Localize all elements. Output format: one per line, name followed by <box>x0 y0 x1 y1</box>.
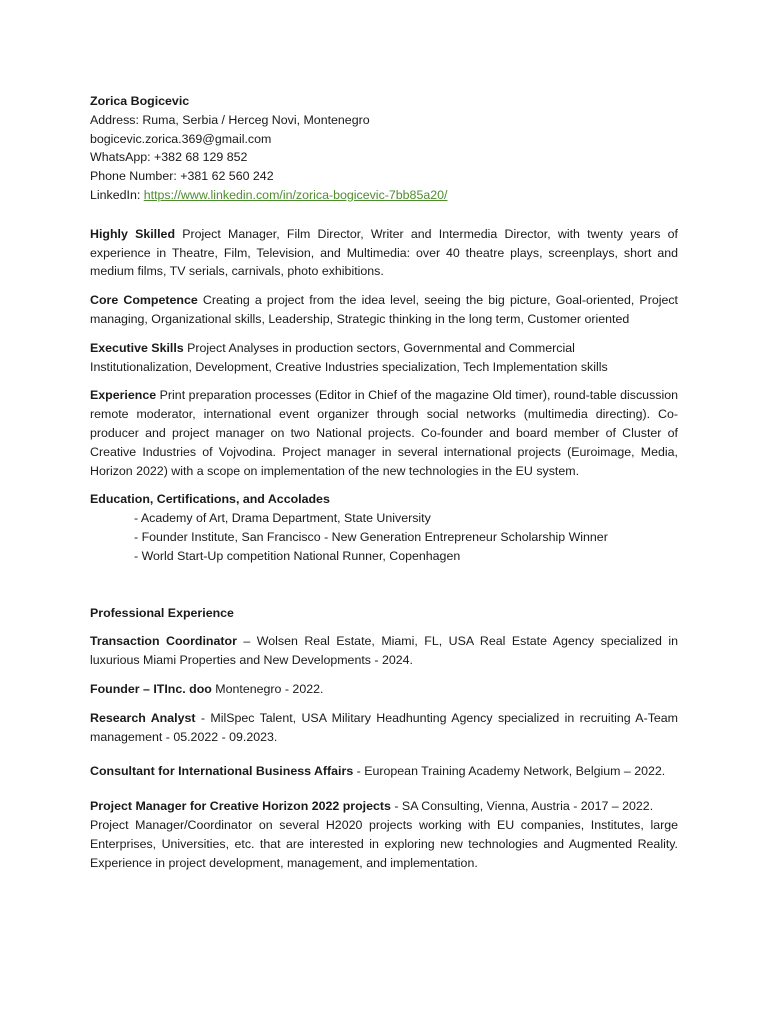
job-title: Founder – ITInc. doo <box>90 681 212 696</box>
job-title: Consultant for International Business Affairs <box>90 764 354 779</box>
address-line: Address: Ruma, Serbia / Herceg Novi, Montenegro <box>90 112 370 127</box>
education-heading: Education, Certifications, and Accolades <box>90 492 330 507</box>
summary-label: Experience <box>90 388 157 403</box>
job-entry <box>90 797 678 816</box>
list-item: - World Start-Up competition National Runner, Copenhagen <box>134 548 461 563</box>
job-title: Transaction Coordinator <box>90 634 237 649</box>
job-detail: - European Training Academy Network, Belgium – 2022. <box>353 764 666 779</box>
job-entry <box>90 709 678 747</box>
summary-core-competence <box>90 291 678 329</box>
summary-text-continued: Institutionalization, Development, Creative Industries specialization, Tech Implementation skills <box>90 359 608 374</box>
linkedin-link[interactable]: https://www.linkedin.com/in/zorica-bogicevic-7bb85a20/ <box>143 187 448 202</box>
job-entry <box>90 680 678 699</box>
list-item: - Academy of Art, Drama Department, State University <box>134 511 431 526</box>
summary-text: Project Analyses in production sectors, Governmental and Commercial <box>183 340 575 355</box>
job-title: Research Analyst <box>90 710 196 725</box>
job-detail: Montenegro - 2022. <box>211 681 324 696</box>
job-detail: – Wolsen Real Estate, Miami, FL, USA Real Estate Agency specialized in luxurious Miami Properties and New Developments - 2024. <box>90 634 678 668</box>
summary-label: Highly Skilled <box>90 226 176 241</box>
summary-text: Project Manager, Film Director, Writer and Intermedia Director, with twenty years of experience in Theatre, Film, Television, and Multimedia: over 40 theatre plays, screenplays, short and medium films, TV serials, carnivals, photo exhibitions. <box>90 226 679 279</box>
linkedin-line <box>90 186 678 205</box>
summary-text: Creating a project from the idea level, seeing the big picture, Goal-oriented, Project managing, Organizational skills, Leadership, Strategic thinking in the long term, Customer oriented <box>90 293 678 326</box>
job-entry <box>90 762 678 781</box>
summary-executive-skills <box>90 339 678 377</box>
candidate-name: Zorica Bogicevic <box>90 94 190 108</box>
linkedin-label: LinkedIn: <box>90 187 144 202</box>
phone-line: Phone Number: +381 62 560 242 <box>90 169 274 184</box>
summary-label: Core Competence <box>90 293 198 308</box>
professional-heading: Professional Experience <box>90 605 234 620</box>
summary-highly-skilled <box>90 225 678 281</box>
summary-experience <box>90 386 678 480</box>
contact-block <box>90 92 678 205</box>
list-item: - Founder Institute, San Francisco - New Generation Entrepreneur Scholarship Winner <box>134 529 608 544</box>
summary-text: Print preparation processes (Editor in Chief of the magazine Old timer), round-table discussion remote moderator, international event organizer through social networks (multimedia directing). Co-producer and project manager on two National projects. Co-founder and board member of Cluster of Creative Industries of Vojvodina. Project manager in several international projects (Euroimage, Media, Horizon 2022) with a scope on implementation of the new technologies in the EU system. <box>90 388 678 478</box>
resume-content <box>90 92 678 872</box>
education-list <box>90 509 678 565</box>
email-line: bogicevic.zorica.369@gmail.com <box>90 131 272 146</box>
job-description: Project Manager/Coordinator on several H2020 projects working with EU companies, Institutes, large Enterprises, Universities, etc. that are interested in exploring new technologies and Augmented Reality. Experience in project development, management, and implementation. <box>90 817 678 870</box>
job-detail: - MilSpec Talent, USA Military Headhunting Agency specialized in recruiting A-Team management - 05.2022 - 09.2023. <box>90 710 678 744</box>
job-detail: - SA Consulting, Vienna, Austria - 2017 – 2022. <box>390 799 654 814</box>
job-title: Project Manager for Creative Horizon 2022 projects <box>90 799 391 814</box>
summary-label: Executive Skills <box>90 340 184 355</box>
whatsapp-line: WhatsApp: +382 68 129 852 <box>90 150 248 165</box>
job-entry <box>90 632 678 670</box>
